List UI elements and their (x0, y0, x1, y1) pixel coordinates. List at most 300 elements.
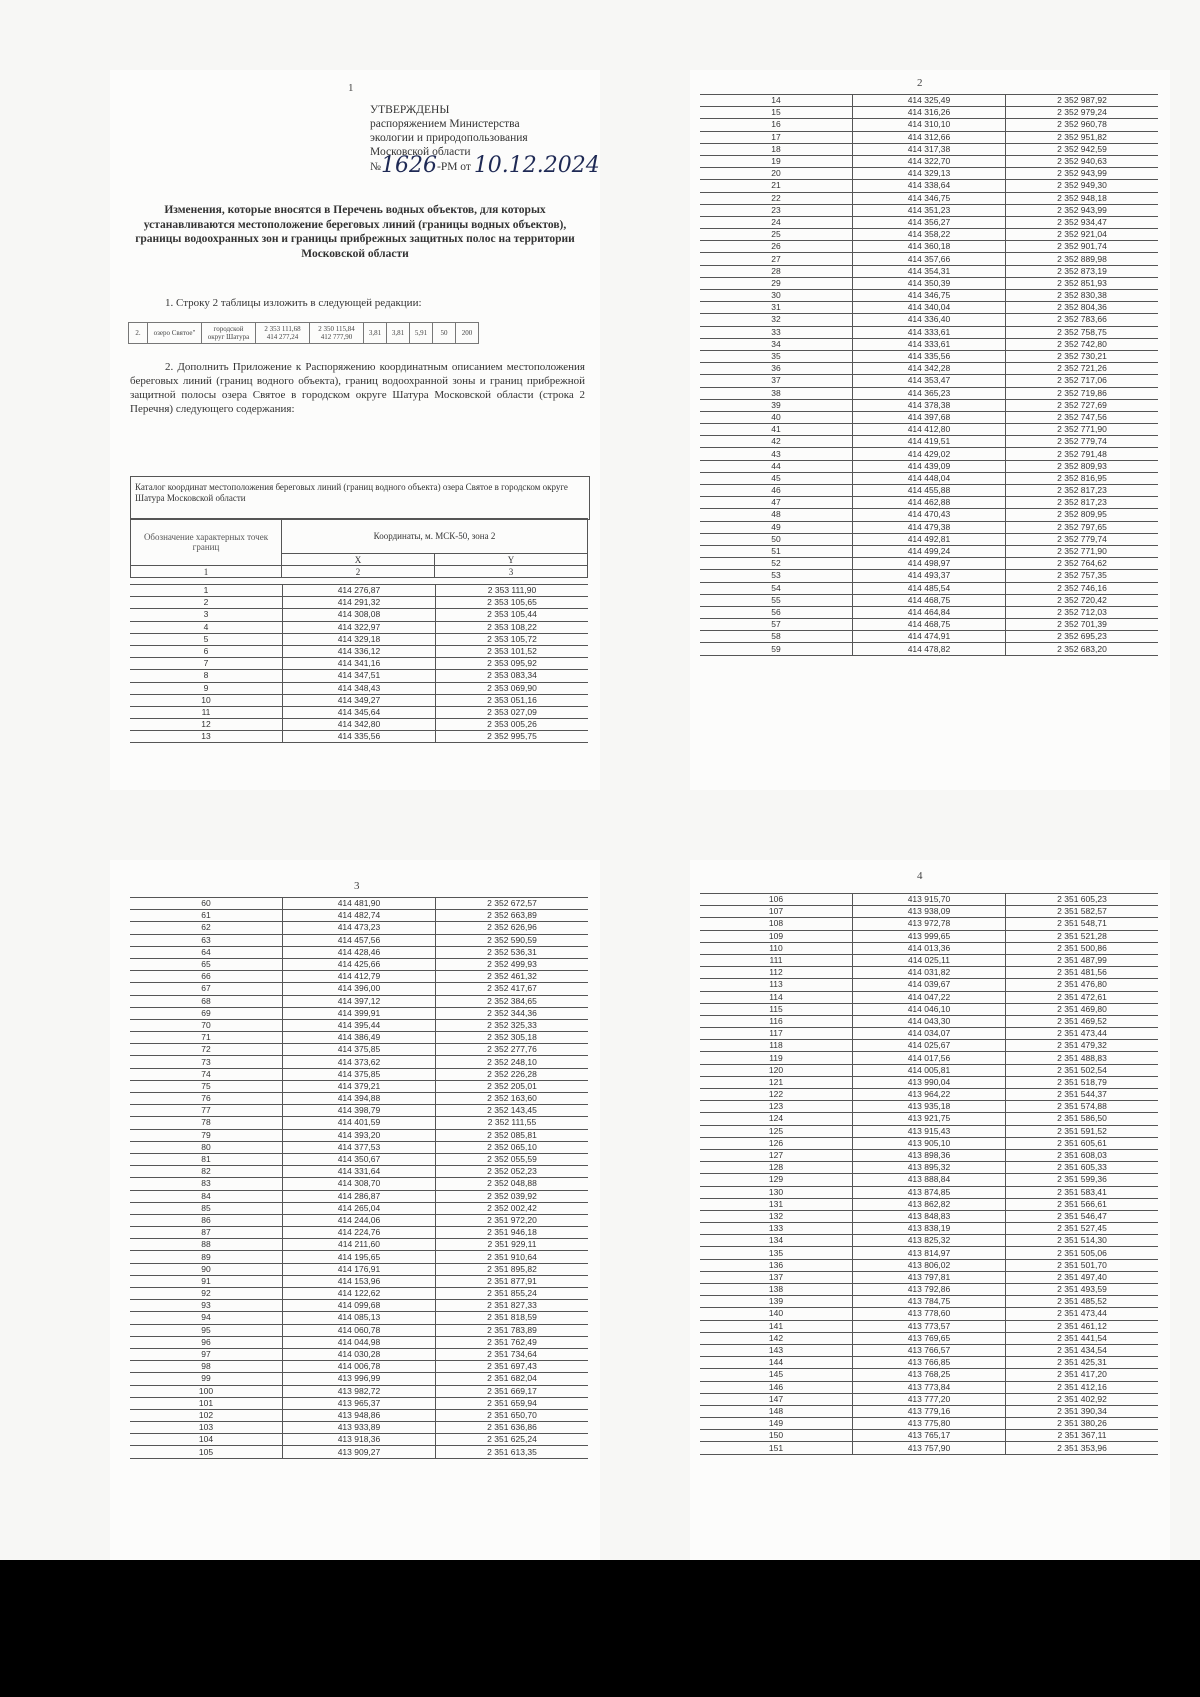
y-coordinate-cell: 2 352 995,75 (435, 731, 588, 743)
y-coordinate-cell: 2 353 108,22 (435, 621, 588, 633)
table-row (130, 670, 588, 682)
table-row (700, 497, 1158, 509)
table-row (700, 290, 1158, 302)
table-row (700, 95, 1158, 107)
y-coordinate-cell: 2 351 476,80 (1005, 979, 1158, 991)
table-row (700, 180, 1158, 192)
table-row (700, 1381, 1158, 1393)
y-coordinate-cell: 2 351 505,06 (1005, 1247, 1158, 1259)
point-number-cell: 78 (130, 1117, 282, 1129)
table-row (700, 277, 1158, 289)
x-coordinate-cell: 414 322,97 (282, 621, 435, 633)
x-coordinate-cell: 413 999,65 (852, 930, 1005, 942)
approval-header (370, 103, 600, 178)
x-coordinate-cell: 414 336,40 (852, 314, 1005, 326)
table-cell: 3,81 (387, 323, 410, 344)
x-coordinate-cell: 414 224,76 (282, 1227, 435, 1239)
y-coordinate-cell: 2 352 325,33 (435, 1019, 588, 1031)
y-coordinate-cell: 2 352 816,95 (1005, 472, 1158, 484)
scan-border (0, 1560, 1200, 1697)
table-row (130, 1202, 588, 1214)
y-coordinate-cell: 2 352 536,31 (435, 946, 588, 958)
x-coordinate-cell: 414 468,75 (852, 619, 1005, 631)
table-row (130, 694, 588, 706)
point-number-cell: 101 (130, 1397, 282, 1409)
y-coordinate-cell: 2 352 672,57 (435, 898, 588, 910)
x-coordinate-cell: 414 043,30 (852, 1015, 1005, 1027)
table-row (700, 155, 1158, 167)
approval-line-2: экологии и природопользования (370, 132, 528, 144)
y-coordinate-cell: 2 352 949,30 (1005, 180, 1158, 192)
point-number-cell: 27 (700, 253, 852, 265)
x-coordinate-cell: 414 429,02 (852, 448, 1005, 460)
table-row (130, 1385, 588, 1397)
coordinates-table-page-3 (130, 897, 588, 1459)
point-number-cell: 72 (130, 1044, 282, 1056)
approval-line-1: распоряжением Министерства (370, 118, 520, 130)
point-number-cell: 126 (700, 1137, 852, 1149)
point-number-cell: 123 (700, 1101, 852, 1113)
point-number-cell: 110 (700, 942, 852, 954)
point-number-cell: 54 (700, 582, 852, 594)
y-coordinate-cell: 2 351 487,99 (1005, 954, 1158, 966)
y-coordinate-cell: 2 352 727,69 (1005, 399, 1158, 411)
x-coordinate-cell: 414 335,56 (852, 350, 1005, 362)
point-number-cell: 103 (130, 1422, 282, 1434)
x-coordinate-cell: 414 401,59 (282, 1117, 435, 1129)
table-row (130, 731, 588, 743)
point-number-cell: 127 (700, 1149, 852, 1161)
index-cell: 3 (435, 566, 588, 578)
y-coordinate-cell: 2 352 277,76 (435, 1044, 588, 1056)
y-coordinate-cell: 2 351 500,86 (1005, 942, 1158, 954)
point-number-cell: 44 (700, 460, 852, 472)
y-coordinate-cell: 2 353 111,90 (435, 585, 588, 597)
document-title: Изменения, которые вносятся в Перечень водных объектов, для которых устанавливаются местоположение береговых линий (границы водных объектов), границы водоохранных зон и границы прибрежных защитных полос на территории Московской области (135, 204, 575, 260)
table-row (700, 472, 1158, 484)
x-coordinate-cell: 414 386,49 (282, 1032, 435, 1044)
y-coordinate-cell: 2 351 425,31 (1005, 1357, 1158, 1369)
table-row (700, 253, 1158, 265)
x-coordinate-cell: 414 286,87 (282, 1190, 435, 1202)
point-number-cell: 4 (130, 621, 282, 633)
table-row (700, 1430, 1158, 1442)
x-coordinate-cell: 414 317,38 (852, 143, 1005, 155)
x-coordinate-cell: 413 905,10 (852, 1137, 1005, 1149)
table-row (130, 1141, 588, 1153)
point-number-cell: 147 (700, 1393, 852, 1405)
y-coordinate-cell: 2 351 697,43 (435, 1361, 588, 1373)
point-number-cell: 151 (700, 1442, 852, 1454)
approved-label: УТВЕРЖДЕНЫ (370, 104, 450, 116)
y-coordinate-cell: 2 352 940,63 (1005, 155, 1158, 167)
point-number-cell: 34 (700, 338, 852, 350)
y-coordinate-cell: 2 351 481,56 (1005, 967, 1158, 979)
point-number-cell: 80 (130, 1141, 282, 1153)
y-coordinate-cell: 2 351 591,52 (1005, 1125, 1158, 1137)
point-number-cell: 82 (130, 1166, 282, 1178)
x-coordinate-cell: 414 356,27 (852, 216, 1005, 228)
x-coordinate-cell: 414 378,38 (852, 399, 1005, 411)
x-coordinate-cell: 414 398,79 (282, 1105, 435, 1117)
y-coordinate-cell: 2 351 485,52 (1005, 1296, 1158, 1308)
point-number-cell: 52 (700, 558, 852, 570)
table-row (700, 119, 1158, 131)
table-row (130, 1239, 588, 1251)
y-coordinate-cell: 2 352 783,66 (1005, 314, 1158, 326)
x-coordinate-cell: 414 425,66 (282, 958, 435, 970)
table-row (700, 363, 1158, 375)
x-coordinate-cell: 414 308,70 (282, 1178, 435, 1190)
x-coordinate-cell: 414 308,08 (282, 609, 435, 621)
table-row (700, 1052, 1158, 1064)
y-coordinate-cell: 2 351 608,03 (1005, 1149, 1158, 1161)
point-number-cell: 65 (130, 958, 282, 970)
point-number-cell: 86 (130, 1214, 282, 1226)
x-coordinate-cell: 414 047,22 (852, 991, 1005, 1003)
y-coordinate-cell: 2 351 521,28 (1005, 930, 1158, 942)
y-coordinate-cell: 2 351 353,96 (1005, 1442, 1158, 1454)
table-row (700, 1210, 1158, 1222)
x-coordinate-cell: 414 396,00 (282, 983, 435, 995)
table-row (700, 1028, 1158, 1040)
point-number-cell: 145 (700, 1369, 852, 1381)
table-row (700, 521, 1158, 533)
x-coordinate-cell: 414 291,32 (282, 597, 435, 609)
y-coordinate-cell: 2 351 929,11 (435, 1239, 588, 1251)
table-row (700, 1137, 1158, 1149)
number-suffix: -РМ от (436, 161, 471, 173)
x-coordinate-cell: 414 493,37 (852, 570, 1005, 582)
table-row (130, 1434, 588, 1446)
table-row (700, 1247, 1158, 1259)
table-row (130, 1117, 588, 1129)
table-row (700, 533, 1158, 545)
order-number: 1626 (380, 153, 437, 178)
x-coordinate-cell: 413 895,32 (852, 1162, 1005, 1174)
y-coordinate-cell: 2 351 650,70 (435, 1409, 588, 1421)
x-coordinate-cell: 414 375,85 (282, 1068, 435, 1080)
point-number-cell: 46 (700, 485, 852, 497)
table-row (700, 1101, 1158, 1113)
table-row (700, 1271, 1158, 1283)
table-row (130, 1348, 588, 1360)
table-row (700, 1040, 1158, 1052)
y-coordinate-cell: 2 352 721,26 (1005, 363, 1158, 375)
y-coordinate-cell: 2 351 734,64 (435, 1348, 588, 1360)
y-coordinate-cell: 2 352 712,03 (1005, 606, 1158, 618)
table-row (700, 314, 1158, 326)
point-number-cell: 41 (700, 424, 852, 436)
point-number-cell: 9 (130, 682, 282, 694)
point-number-cell: 5 (130, 633, 282, 645)
x-coordinate-cell: 414 333,61 (852, 338, 1005, 350)
table-row (700, 1076, 1158, 1088)
y-coordinate-cell: 2 352 934,47 (1005, 216, 1158, 228)
y-coordinate-cell: 2 351 488,83 (1005, 1052, 1158, 1064)
table-row (130, 706, 588, 718)
x-coordinate-cell: 413 825,32 (852, 1235, 1005, 1247)
y-coordinate-cell: 2 352 701,39 (1005, 619, 1158, 631)
table-row (700, 558, 1158, 570)
x-coordinate-cell: 414 031,82 (852, 967, 1005, 979)
y-coordinate-cell: 2 352 065,10 (435, 1141, 588, 1153)
y-coordinate-cell: 2 352 695,23 (1005, 631, 1158, 643)
x-coordinate-cell: 414 340,04 (852, 302, 1005, 314)
table-row (700, 1357, 1158, 1369)
point-number-cell: 139 (700, 1296, 852, 1308)
y-coordinate-cell: 2 352 143,45 (435, 1105, 588, 1117)
point-number-cell: 106 (700, 894, 852, 906)
point-number-cell: 43 (700, 448, 852, 460)
x-coordinate-cell: 413 778,60 (852, 1308, 1005, 1320)
table-row (130, 1093, 588, 1105)
y-coordinate-cell: 2 351 441,54 (1005, 1332, 1158, 1344)
y-coordinate-cell: 2 351 636,86 (435, 1422, 588, 1434)
y-coordinate-cell: 2 352 951,82 (1005, 131, 1158, 143)
point-number-cell: 91 (130, 1275, 282, 1287)
point-number-cell: 73 (130, 1056, 282, 1068)
table-row (130, 682, 588, 694)
table-row (700, 509, 1158, 521)
table-row (130, 1288, 588, 1300)
point-number-cell: 56 (700, 606, 852, 618)
table-row (700, 631, 1158, 643)
y-coordinate-cell: 2 351 605,23 (1005, 894, 1158, 906)
x-coordinate-cell: 414 345,64 (282, 706, 435, 718)
x-coordinate-cell: 414 479,38 (852, 521, 1005, 533)
point-number-cell: 120 (700, 1064, 852, 1076)
table-row (130, 1153, 588, 1165)
x-coordinate-cell: 414 025,11 (852, 954, 1005, 966)
table-row (130, 1105, 588, 1117)
point-number-cell: 12 (130, 719, 282, 731)
table-row (700, 906, 1158, 918)
table-row (700, 979, 1158, 991)
table-row (130, 958, 588, 970)
x-coordinate-cell: 414 377,53 (282, 1141, 435, 1153)
y-coordinate-cell: 2 351 910,64 (435, 1251, 588, 1263)
y-coordinate-cell: 2 352 205,01 (435, 1080, 588, 1092)
y-coordinate-cell: 2 352 499,93 (435, 958, 588, 970)
table-row (700, 131, 1158, 143)
y-coordinate-cell: 2 352 948,18 (1005, 192, 1158, 204)
y-coordinate-cell: 2 352 663,89 (435, 910, 588, 922)
x-coordinate-cell: 413 948,86 (282, 1409, 435, 1421)
point-number-cell: 81 (130, 1153, 282, 1165)
table-row (130, 1422, 588, 1434)
table-row (130, 1397, 588, 1409)
point-number-cell: 7 (130, 658, 282, 670)
x-coordinate-cell: 414 349,27 (282, 694, 435, 706)
y-coordinate-cell: 2 352 052,23 (435, 1166, 588, 1178)
x-coordinate-cell: 413 806,02 (852, 1259, 1005, 1271)
table-row (700, 619, 1158, 631)
y-coordinate-cell: 2 352 979,24 (1005, 107, 1158, 119)
order-date: 10.12.2024 (473, 153, 600, 178)
x-coordinate-cell: 413 964,22 (852, 1089, 1005, 1101)
point-number-cell: 117 (700, 1028, 852, 1040)
x-coordinate-cell: 414 360,18 (852, 241, 1005, 253)
table-row (700, 1259, 1158, 1271)
y-coordinate-cell: 2 351 783,89 (435, 1324, 588, 1336)
x-coordinate-cell: 413 874,85 (852, 1186, 1005, 1198)
point-number-cell: 17 (700, 131, 852, 143)
point-number-cell: 87 (130, 1227, 282, 1239)
y-coordinate-cell: 2 352 742,80 (1005, 338, 1158, 350)
y-coordinate-cell: 2 351 605,61 (1005, 1137, 1158, 1149)
point-number-cell: 26 (700, 241, 852, 253)
table-row (130, 633, 588, 645)
table-row (700, 1113, 1158, 1125)
point-number-cell: 29 (700, 277, 852, 289)
y-coordinate-cell: 2 351 473,44 (1005, 1028, 1158, 1040)
y-coordinate-cell: 2 353 105,44 (435, 609, 588, 621)
x-coordinate-cell: 414 060,78 (282, 1324, 435, 1336)
x-coordinate-cell: 414 373,62 (282, 1056, 435, 1068)
coordinates-table-page-2 (700, 94, 1158, 656)
y-coordinate-cell: 2 351 417,20 (1005, 1369, 1158, 1381)
point-number-cell: 94 (130, 1312, 282, 1324)
table-row (700, 594, 1158, 606)
y-coordinate-cell: 2 352 830,38 (1005, 290, 1158, 302)
point-number-cell: 32 (700, 314, 852, 326)
x-coordinate-cell: 413 915,43 (852, 1125, 1005, 1137)
y-coordinate-cell: 2 352 055,59 (435, 1153, 588, 1165)
table-row (130, 898, 588, 910)
y-coordinate-cell: 2 352 758,75 (1005, 326, 1158, 338)
y-coordinate-cell: 2 353 105,72 (435, 633, 588, 645)
point-number-cell: 100 (130, 1385, 282, 1397)
table-row (130, 983, 588, 995)
y-coordinate-cell: 2 352 791,48 (1005, 448, 1158, 460)
point-number-cell: 90 (130, 1263, 282, 1275)
x-coordinate-cell: 414 335,56 (282, 731, 435, 743)
point-number-cell: 38 (700, 387, 852, 399)
x-coordinate-cell: 413 757,90 (852, 1442, 1005, 1454)
catalog-caption: Каталог координат местоположения береговых линий (границ водного объекта) озера Святое в городском округе Шатура Московской области (135, 482, 568, 503)
y-coordinate-cell: 2 352 757,35 (1005, 570, 1158, 582)
y-coordinate-cell: 2 352 384,65 (435, 995, 588, 1007)
point-number-cell: 39 (700, 399, 852, 411)
y-coordinate-cell: 2 351 514,30 (1005, 1235, 1158, 1247)
table-row (130, 1190, 588, 1202)
y-coordinate-cell: 2 352 717,06 (1005, 375, 1158, 387)
y-coordinate-cell: 2 352 111,55 (435, 1117, 588, 1129)
table-row (130, 946, 588, 958)
point-number-cell: 16 (700, 119, 852, 131)
point-number-cell: 89 (130, 1251, 282, 1263)
y-coordinate-cell: 2 351 501,70 (1005, 1259, 1158, 1271)
x-coordinate-cell: 414 310,10 (852, 119, 1005, 131)
x-coordinate-cell: 414 468,75 (852, 594, 1005, 606)
point-number-cell: 131 (700, 1198, 852, 1210)
point-number-cell: 85 (130, 1202, 282, 1214)
y-coordinate-cell: 2 353 095,92 (435, 658, 588, 670)
x-coordinate-cell: 414 485,54 (852, 582, 1005, 594)
y-coordinate-cell: 2 351 493,59 (1005, 1284, 1158, 1296)
y-coordinate-cell: 2 351 380,26 (1005, 1418, 1158, 1430)
y-coordinate-cell: 2 352 344,36 (435, 1007, 588, 1019)
x-coordinate-cell: 413 990,04 (852, 1076, 1005, 1088)
table-cell: 3,81 (364, 323, 387, 344)
y-coordinate-cell: 2 352 921,04 (1005, 229, 1158, 241)
point-number-cell: 49 (700, 521, 852, 533)
y-coordinate-cell: 2 352 039,92 (435, 1190, 588, 1202)
table-row (700, 1162, 1158, 1174)
table-row (130, 1032, 588, 1044)
point-number-cell: 112 (700, 967, 852, 979)
point-number-cell: 144 (700, 1357, 852, 1369)
table-row (130, 1044, 588, 1056)
x-coordinate-cell: 414 348,43 (282, 682, 435, 694)
point-number-cell: 88 (130, 1239, 282, 1251)
x-coordinate-cell: 414 350,39 (852, 277, 1005, 289)
y-coordinate-cell: 2 351 544,37 (1005, 1089, 1158, 1101)
table-row (700, 143, 1158, 155)
x-coordinate-cell: 413 773,57 (852, 1320, 1005, 1332)
x-coordinate-cell: 414 412,79 (282, 971, 435, 983)
point-number-cell: 2 (130, 597, 282, 609)
x-coordinate-cell: 414 347,51 (282, 670, 435, 682)
x-coordinate-cell: 413 766,85 (852, 1357, 1005, 1369)
x-coordinate-cell: 414 044,98 (282, 1336, 435, 1348)
table-row (700, 1418, 1158, 1430)
table-row (700, 1442, 1158, 1454)
point-number-cell: 109 (700, 930, 852, 942)
table-row (130, 1300, 588, 1312)
y-coordinate-cell: 2 352 002,42 (435, 1202, 588, 1214)
y-coordinate-cell: 2 352 797,65 (1005, 521, 1158, 533)
x-coordinate-cell: 414 448,04 (852, 472, 1005, 484)
point-number-cell: 47 (700, 497, 852, 509)
x-coordinate-cell: 414 365,23 (852, 387, 1005, 399)
y-coordinate-cell: 2 353 069,90 (435, 682, 588, 694)
x-coordinate-cell: 414 244,06 (282, 1214, 435, 1226)
point-number-cell: 60 (130, 898, 282, 910)
y-coordinate-cell: 2 352 248,10 (435, 1056, 588, 1068)
table-row (130, 1361, 588, 1373)
table-row (700, 1149, 1158, 1161)
point-number-cell: 8 (130, 670, 282, 682)
x-coordinate-cell: 413 938,09 (852, 906, 1005, 918)
table-row (130, 597, 588, 609)
table-row (700, 1174, 1158, 1186)
point-number-cell: 53 (700, 570, 852, 582)
point-number-cell: 79 (130, 1129, 282, 1141)
table-row (700, 606, 1158, 618)
table-row (700, 1369, 1158, 1381)
x-coordinate-cell: 414 085,13 (282, 1312, 435, 1324)
y-coordinate-cell: 2 351 586,50 (1005, 1113, 1158, 1125)
table-row (700, 1308, 1158, 1320)
table-row (700, 411, 1158, 423)
y-coordinate-cell: 2 351 402,92 (1005, 1393, 1158, 1405)
y-coordinate-cell: 2 351 669,17 (435, 1385, 588, 1397)
point-number-cell: 136 (700, 1259, 852, 1271)
x-coordinate-cell: 414 312,66 (852, 131, 1005, 143)
x-coordinate-cell: 414 316,26 (852, 107, 1005, 119)
point-number-cell: 130 (700, 1186, 852, 1198)
approval-line-3: Московской области (370, 146, 471, 158)
x-coordinate-cell: 414 439,09 (852, 460, 1005, 472)
x-coordinate-cell: 413 972,78 (852, 918, 1005, 930)
x-coordinate-cell: 414 099,68 (282, 1300, 435, 1312)
y-coordinate-cell: 2 353 005,26 (435, 719, 588, 731)
y-coordinate-cell: 2 351 367,11 (1005, 1430, 1158, 1442)
x-coordinate-cell: 414 039,67 (852, 979, 1005, 991)
y-coordinate-cell: 2 352 626,96 (435, 922, 588, 934)
